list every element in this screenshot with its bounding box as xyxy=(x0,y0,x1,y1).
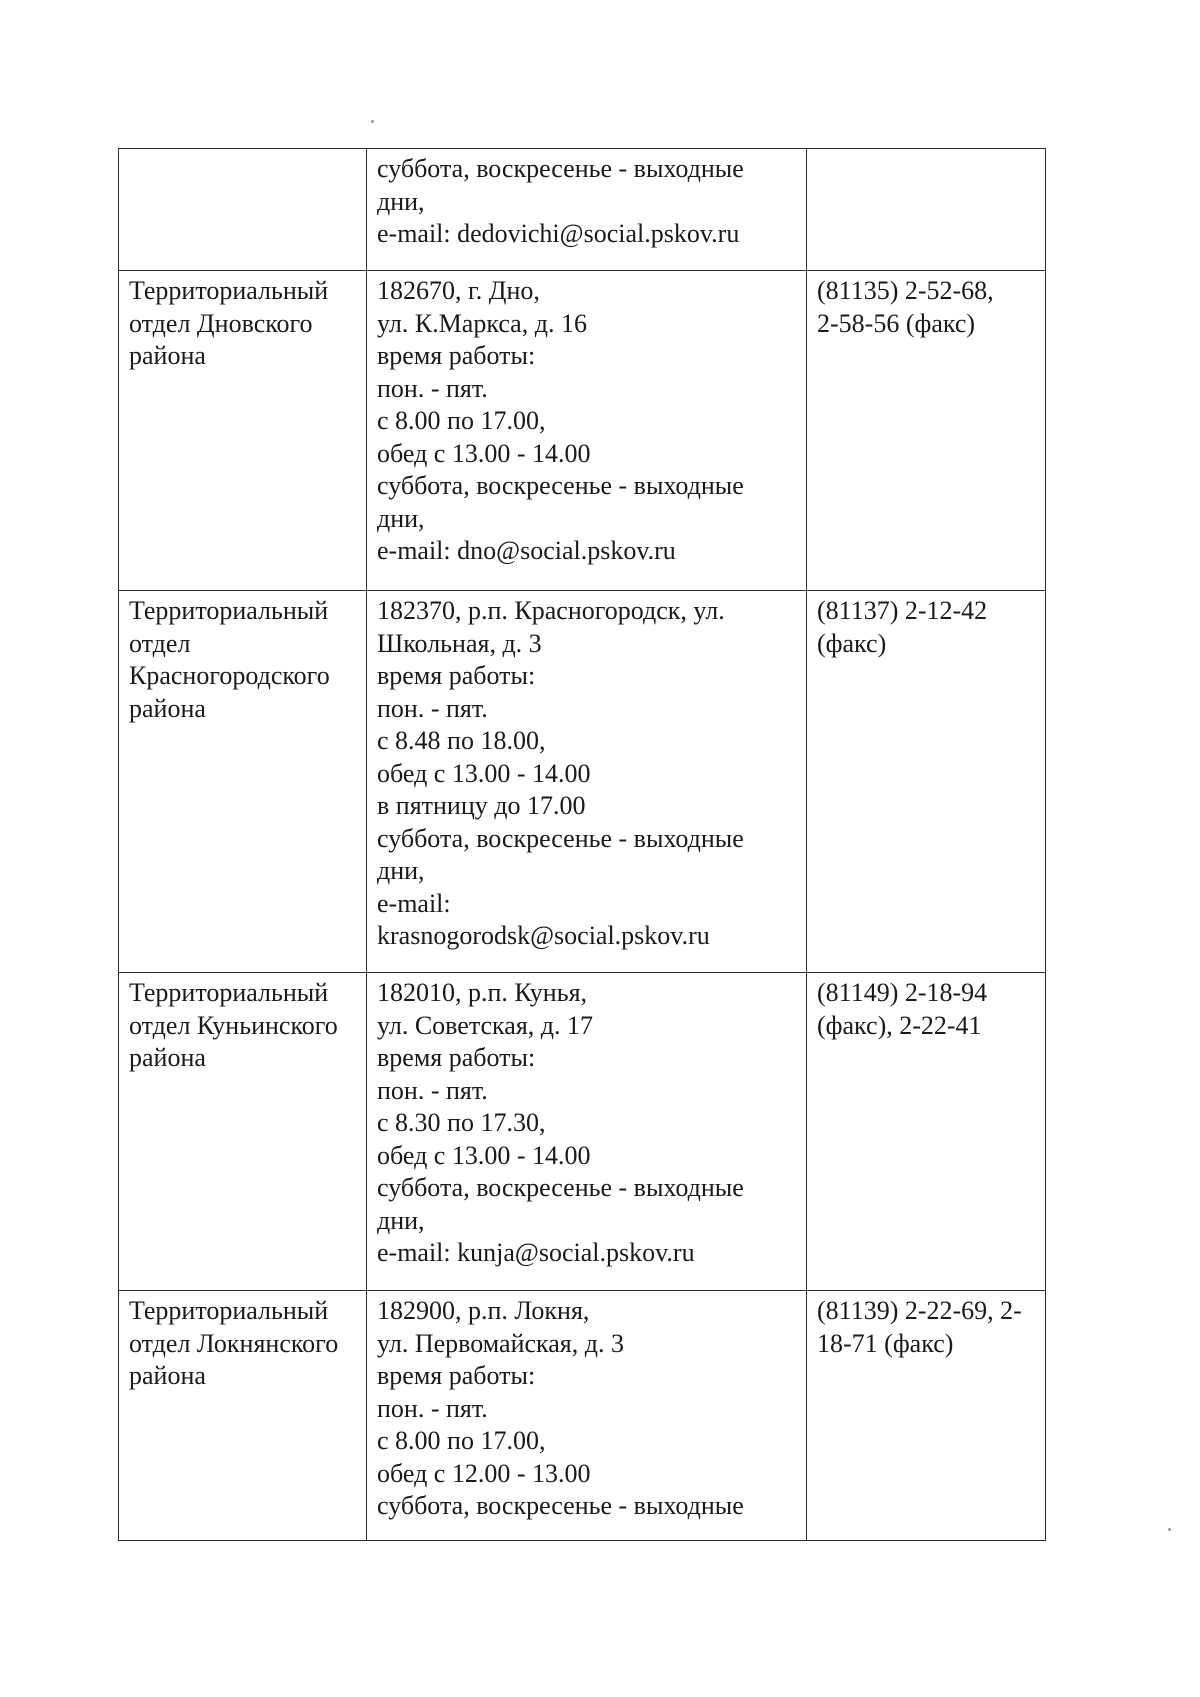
cell-text-line: района xyxy=(129,1043,206,1072)
office-phone-cell xyxy=(807,591,1046,973)
office-phone-cell xyxy=(807,271,1046,591)
cell-text-line: суббота, воскресенье - выходные xyxy=(377,154,744,183)
cell-text-line: Территориальный xyxy=(129,978,329,1007)
office-phone-cell xyxy=(807,1291,1046,1541)
office-name-cell xyxy=(119,973,367,1291)
cell-text-line: Территориальный xyxy=(129,276,329,305)
cell-text-line: района xyxy=(129,693,206,723)
office-phone-cell xyxy=(807,149,1046,271)
cell-text-line: время работы: xyxy=(377,661,536,690)
cell-text-line: суббота, воскресенье - выходные xyxy=(377,1173,744,1202)
cell-text-line: отдел Локнянского xyxy=(129,1328,339,1358)
cell-text-line: ул. Первомайская, д. 3 xyxy=(377,1328,624,1358)
table-row xyxy=(119,271,1046,591)
cell-text-line: дни, xyxy=(377,503,425,533)
office-name-cell xyxy=(119,271,367,591)
cell-text-line: в пятницу до 17.00 xyxy=(377,791,586,820)
cell-text-line: Территориальный xyxy=(129,596,329,625)
cell-text-line: (факс) xyxy=(817,628,887,658)
office-name-cell xyxy=(119,1291,367,1541)
cell-text-line: Территориальный xyxy=(129,1296,329,1325)
cell-text-line: 2-58-56 (факс) xyxy=(817,308,976,338)
cell-text-line: (81135) 2-52-68, xyxy=(817,276,994,305)
cell-text-line: время работы: xyxy=(377,341,536,370)
cell-text-line: с 8.30 по 17.30, xyxy=(377,1108,546,1137)
office-address-cell xyxy=(367,973,807,1291)
scan-artifact xyxy=(371,120,374,123)
cell-text-line: e-mail: xyxy=(377,888,451,918)
cell-text-line: время работы: xyxy=(377,1361,536,1390)
cell-text-line: с 8.00 по 17.00, xyxy=(377,406,546,435)
cell-text-line: района xyxy=(129,341,206,370)
cell-text-line: krasnogorodsk@social.pskov.ru xyxy=(377,921,710,950)
cell-text-line: пон. - пят. xyxy=(377,693,488,723)
cell-text-line: суббота, воскресенье - выходные xyxy=(377,823,744,853)
offices-table xyxy=(118,148,1046,1541)
cell-text-line: время работы: xyxy=(377,1043,536,1072)
cell-text-line: обед с 13.00 - 14.00 xyxy=(377,1140,591,1170)
cell-text-line: района xyxy=(129,1361,206,1390)
cell-text-line: пон. - пят. xyxy=(377,1075,488,1105)
office-address-cell xyxy=(367,1291,807,1541)
office-name-cell xyxy=(119,149,367,271)
cell-text-line: обед с 12.00 - 13.00 xyxy=(377,1458,591,1488)
cell-text-line: пон. - пят. xyxy=(377,373,488,403)
cell-text-line: 182900, р.п. Локня, xyxy=(377,1296,590,1325)
cell-text-line: 182370, р.п. Красногородск, ул. xyxy=(377,596,725,625)
cell-text-line: дни, xyxy=(377,186,425,216)
cell-text-line: e-mail: kunja@social.pskov.ru xyxy=(377,1238,695,1267)
cell-text-line: обед с 13.00 - 14.00 xyxy=(377,438,591,468)
cell-text-line: e-mail: dedovichi@social.pskov.ru xyxy=(377,219,740,248)
office-address-cell xyxy=(367,271,807,591)
cell-text-line: с 8.48 по 18.00, xyxy=(377,726,546,755)
cell-text-line: ул. Советская, д. 17 xyxy=(377,1010,594,1040)
cell-text-line: 182670, г. Дно, xyxy=(377,276,540,305)
scan-artifact xyxy=(1168,1528,1171,1531)
cell-text-line: обед с 13.00 - 14.00 xyxy=(377,758,591,788)
cell-text-line: с 8.00 по 17.00, xyxy=(377,1426,546,1455)
cell-text-line: дни, xyxy=(377,856,425,885)
cell-text-line: отдел Куньинского xyxy=(129,1010,338,1040)
cell-text-line: отдел Дновского xyxy=(129,308,313,338)
table-row xyxy=(119,1291,1046,1541)
table-row xyxy=(119,591,1046,973)
cell-text-line: отдел xyxy=(129,628,191,658)
cell-text-line: 18-71 (факс) xyxy=(817,1328,954,1358)
cell-text-line: суббота, воскресенье - выходные xyxy=(377,471,744,500)
office-address-cell xyxy=(367,149,807,271)
cell-text-line: e-mail: dno@social.pskov.ru xyxy=(377,536,676,565)
cell-text-line: ул. К.Маркса, д. 16 xyxy=(377,308,587,338)
table-row xyxy=(119,149,1046,271)
cell-text-line: Школьная, д. 3 xyxy=(377,628,542,658)
cell-text-line: Красногородского xyxy=(129,661,330,690)
office-address-cell xyxy=(367,591,807,973)
cell-text-line: (81137) 2-12-42 xyxy=(817,596,988,625)
cell-text-line: (81139) 2-22-69, 2- xyxy=(817,1296,1022,1325)
cell-text-line: суббота, воскресенье - выходные xyxy=(377,1491,744,1520)
office-name-cell xyxy=(119,591,367,973)
cell-text-line: 182010, р.п. Кунья, xyxy=(377,978,588,1007)
cell-text-line: (факс), 2-22-41 xyxy=(817,1010,982,1040)
cell-text-line: дни, xyxy=(377,1205,425,1235)
office-phone-cell xyxy=(807,973,1046,1291)
cell-text-line: пон. - пят. xyxy=(377,1393,488,1423)
cell-text-line: (81149) 2-18-94 xyxy=(817,978,988,1007)
table-row xyxy=(119,973,1046,1291)
